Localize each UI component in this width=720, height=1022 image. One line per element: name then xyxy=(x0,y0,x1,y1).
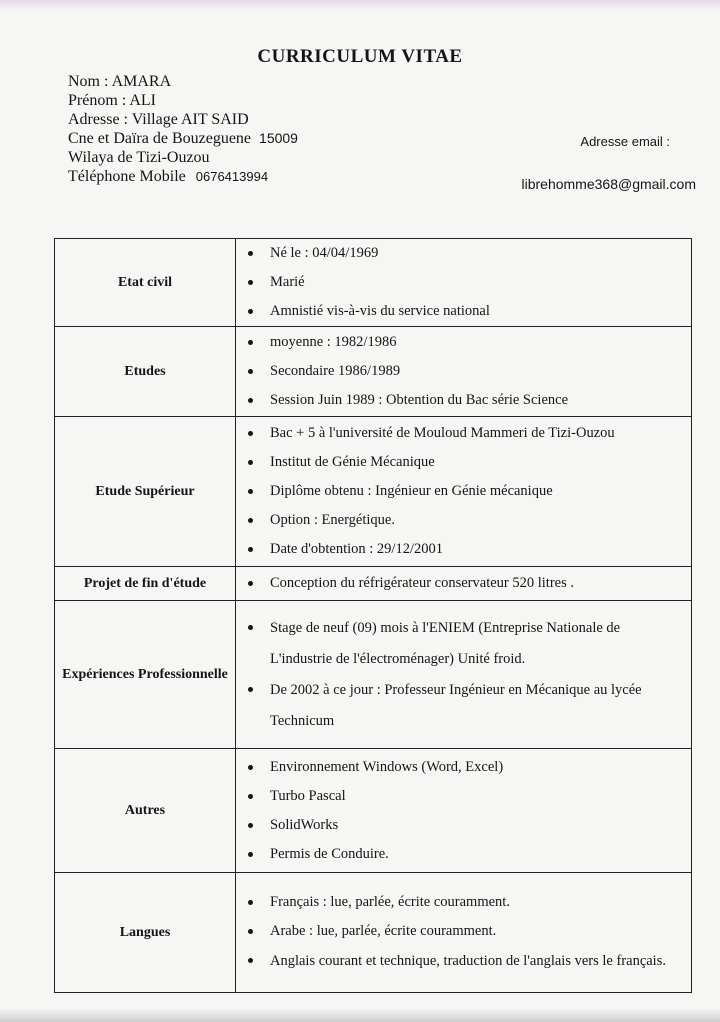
list-item: Permis de Conduire. xyxy=(244,840,681,869)
list-item: Arabe : lue, parlée, écrite couramment. xyxy=(244,917,681,946)
section-label: Langues xyxy=(55,873,236,993)
section-etudes xyxy=(55,327,692,417)
section-label: Etat civil xyxy=(55,239,236,327)
telephone-line xyxy=(68,167,298,186)
email-label: Adresse email : xyxy=(580,134,670,149)
commune-text: Cne et Daïra de Bouzeguene xyxy=(68,130,252,147)
commune-line xyxy=(68,129,298,148)
section-label: Expériences Professionnelle xyxy=(55,601,236,749)
wilaya-line: Wilaya de Tizi-Ouzou xyxy=(68,149,210,166)
email-address: librehomme368@gmail.com xyxy=(521,176,696,192)
telephone-label: Téléphone Mobile xyxy=(68,168,186,185)
list-item: Environnement Windows (Word, Excel) xyxy=(244,753,681,782)
section-autres xyxy=(55,749,692,873)
section-items xyxy=(236,601,692,749)
list-item: De 2002 à ce jour : Professeur Ingénieur en Mécanique au lycée Technicum xyxy=(244,675,681,737)
prenom-line: Prénom : ALI xyxy=(68,92,156,109)
section-label: Etude Supérieur xyxy=(55,417,236,567)
list-item: Option : Energétique. xyxy=(244,506,681,535)
list-item: Session Juin 1989 : Obtention du Bac série Science xyxy=(244,386,681,415)
list-item: Secondaire 1986/1989 xyxy=(244,357,681,386)
section-items xyxy=(236,417,692,567)
list-item: moyenne : 1982/1986 xyxy=(244,328,681,357)
section-label: Etudes xyxy=(55,327,236,417)
section-label: Projet de fin d'étude xyxy=(55,567,236,601)
list-item: Institut de Génie Mécanique xyxy=(244,448,681,477)
scan-shadow-bottom xyxy=(0,1008,720,1022)
section-etat-civil xyxy=(55,239,692,327)
list-item: Diplôme obtenu : Ingénieur en Génie mécanique xyxy=(244,477,681,506)
section-items xyxy=(236,749,692,873)
section-items xyxy=(236,873,692,993)
identity-block xyxy=(68,72,298,186)
postal-code: 15009 xyxy=(259,130,298,146)
list-item: Anglais courant et technique, traduction de l'anglais vers le français. xyxy=(244,946,681,977)
page-title: CURRICULUM VITAE xyxy=(257,46,463,67)
cv-table xyxy=(54,238,692,993)
section-etude-superieur xyxy=(55,417,692,567)
section-items xyxy=(236,327,692,417)
list-item: SolidWorks xyxy=(244,811,681,840)
section-items xyxy=(236,567,692,601)
section-langues xyxy=(55,873,692,993)
list-item: Né le : 04/04/1969 xyxy=(244,239,681,268)
list-item: Français : lue, parlée, écrite couramment. xyxy=(244,888,681,917)
list-item: Turbo Pascal xyxy=(244,782,681,811)
list-item: Amnistié vis-à-vis du service national xyxy=(244,297,681,326)
nom-line: Nom : AMARA xyxy=(68,73,172,90)
scan-shadow-top xyxy=(0,0,720,10)
list-item: Conception du réfrigérateur conservateur 520 litres . xyxy=(244,569,681,598)
telephone-number: 0676413994 xyxy=(195,169,269,184)
list-item: Bac + 5 à l'université de Mouloud Mammeri de Tizi-Ouzou xyxy=(244,419,681,448)
section-projet-fin-etude xyxy=(55,567,692,601)
section-items xyxy=(236,239,692,327)
section-experiences xyxy=(55,601,692,749)
section-label: Autres xyxy=(55,749,236,873)
list-item: Date d'obtention : 29/12/2001 xyxy=(244,535,681,564)
adresse-line: Adresse : Village AIT SAID xyxy=(68,111,249,128)
list-item: Marié xyxy=(244,268,681,297)
list-item: Stage de neuf (09) mois à l'ENIEM (Entreprise Nationale de L'industrie de l'électroménager) Unité froid. xyxy=(244,613,681,675)
